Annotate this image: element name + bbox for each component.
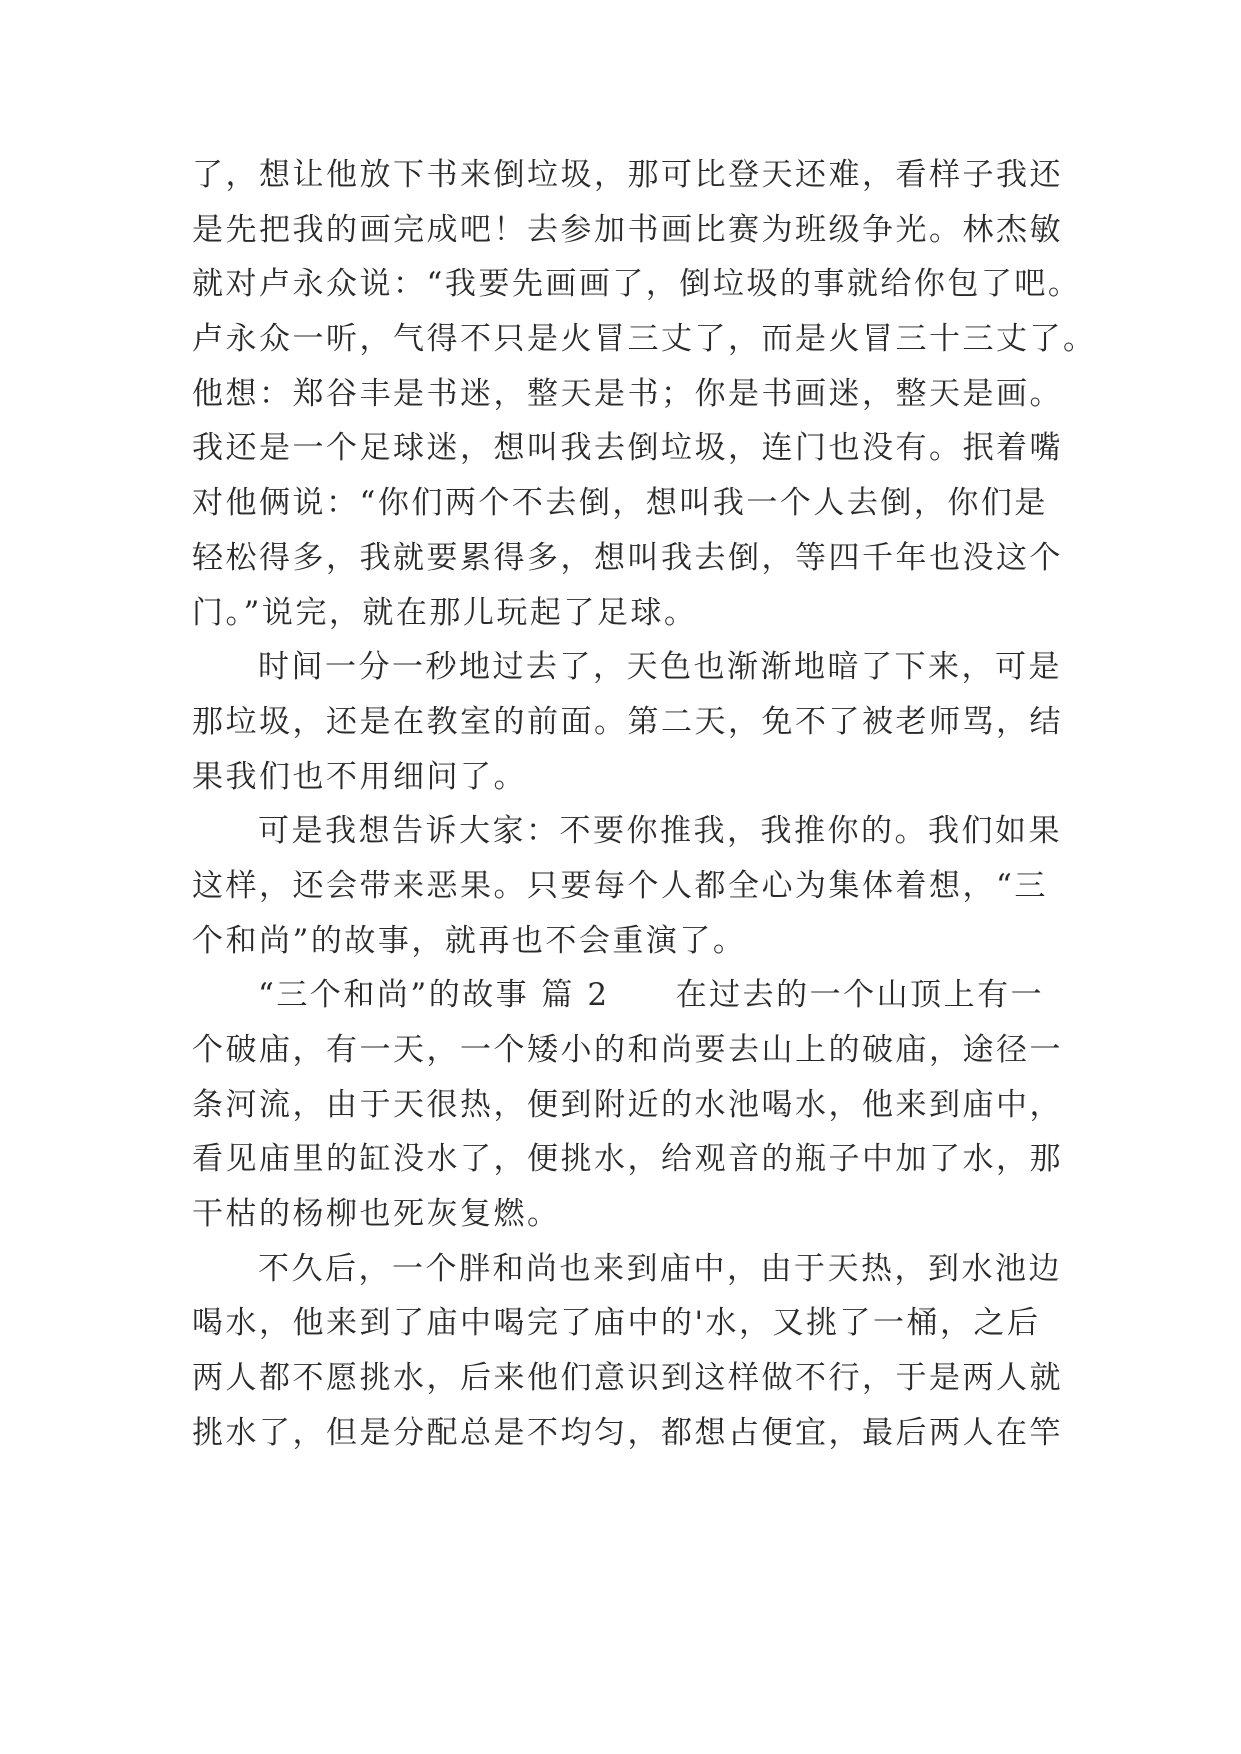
text-line: 那垃圾，还是在教室的前面。第二天，免不了被老师骂，结	[192, 703, 1063, 740]
text-line: 喝水，他来到了庙中喝完了庙中的'水，又挑了一桶，之后	[192, 1305, 1041, 1342]
text-line: 这样，还会带来恶果。只要每个人都全心为集体着想，“三	[192, 867, 1048, 904]
document-body	[192, 148, 1097, 1461]
text-line: 果我们也不用细问了。	[192, 758, 527, 795]
text-line: 对他俩说：“你们两个不去倒，想叫我一个人去倒，你们是	[192, 485, 1048, 522]
paragraph-start-line: 时间一分一秒地过去了，天色也渐渐地暗了下来，可是	[258, 649, 1062, 686]
text-line: 了，想让他放下书来倒垃圾，那可比登天还难，看样子我还	[192, 157, 1063, 193]
text-line: 我还是一个足球迷，想叫我去倒垃圾，连门也没有。抿着嘴	[192, 430, 1063, 467]
text-line: 干枯的杨柳也死灰复燃。	[192, 1196, 561, 1233]
text-line: 个破庙，有一天，一个矮小的和尚要去山上的破庙，途径一	[192, 1032, 1063, 1068]
text-line: 条河流，由于天很热，便到附近的水池喝水，他来到庙中，	[192, 1086, 1063, 1123]
text-line: 就对卢永众说：“我要先画画了，倒垃圾的事就给你包了吧。	[192, 266, 1082, 303]
paragraph-start-line: 不久后，一个胖和尚也来到庙中，由于天热，到水池边	[258, 1250, 1062, 1287]
text-line: 是先把我的画完成吧！去参加书画比赛为班级争光。林杰敏	[192, 211, 1063, 248]
section-first-sentence: 在过去的一个山顶上有一	[675, 977, 1045, 1014]
text-line: 看见庙里的缸没水了，便挑水，给观音的瓶子中加了水，那	[192, 1141, 1063, 1178]
text-line: 卢永众一听，气得不只是火冒三丈了，而是火冒三十三丈了。	[192, 321, 1097, 358]
section-heading-line	[192, 968, 1072, 1023]
text-line: 门。”说完，就在那儿玩起了足球。	[192, 594, 698, 631]
text-line: 他想：郑谷丰是书迷，整天是书；你是书画迷，整天是画。	[192, 375, 1063, 412]
text-line: 挑水了，但是分配总是不均匀，都想占便宜，最后两人在竿	[192, 1414, 1063, 1451]
text-line: 个和尚”的故事，就再也不会重演了。	[192, 922, 747, 959]
paragraph-start-line: 可是我想告诉大家：不要你推我，我推你的。我们如果	[258, 813, 1062, 850]
text-line: 轻松得多，我就要累得多，想叫我去倒，等四千年也没这个	[192, 539, 1063, 576]
section-title: “三个和尚”的故事 篇 2	[258, 977, 610, 1014]
text-line: 两人都不愿挑水，后来他们意识到这样做不行，于是两人就	[192, 1360, 1063, 1397]
